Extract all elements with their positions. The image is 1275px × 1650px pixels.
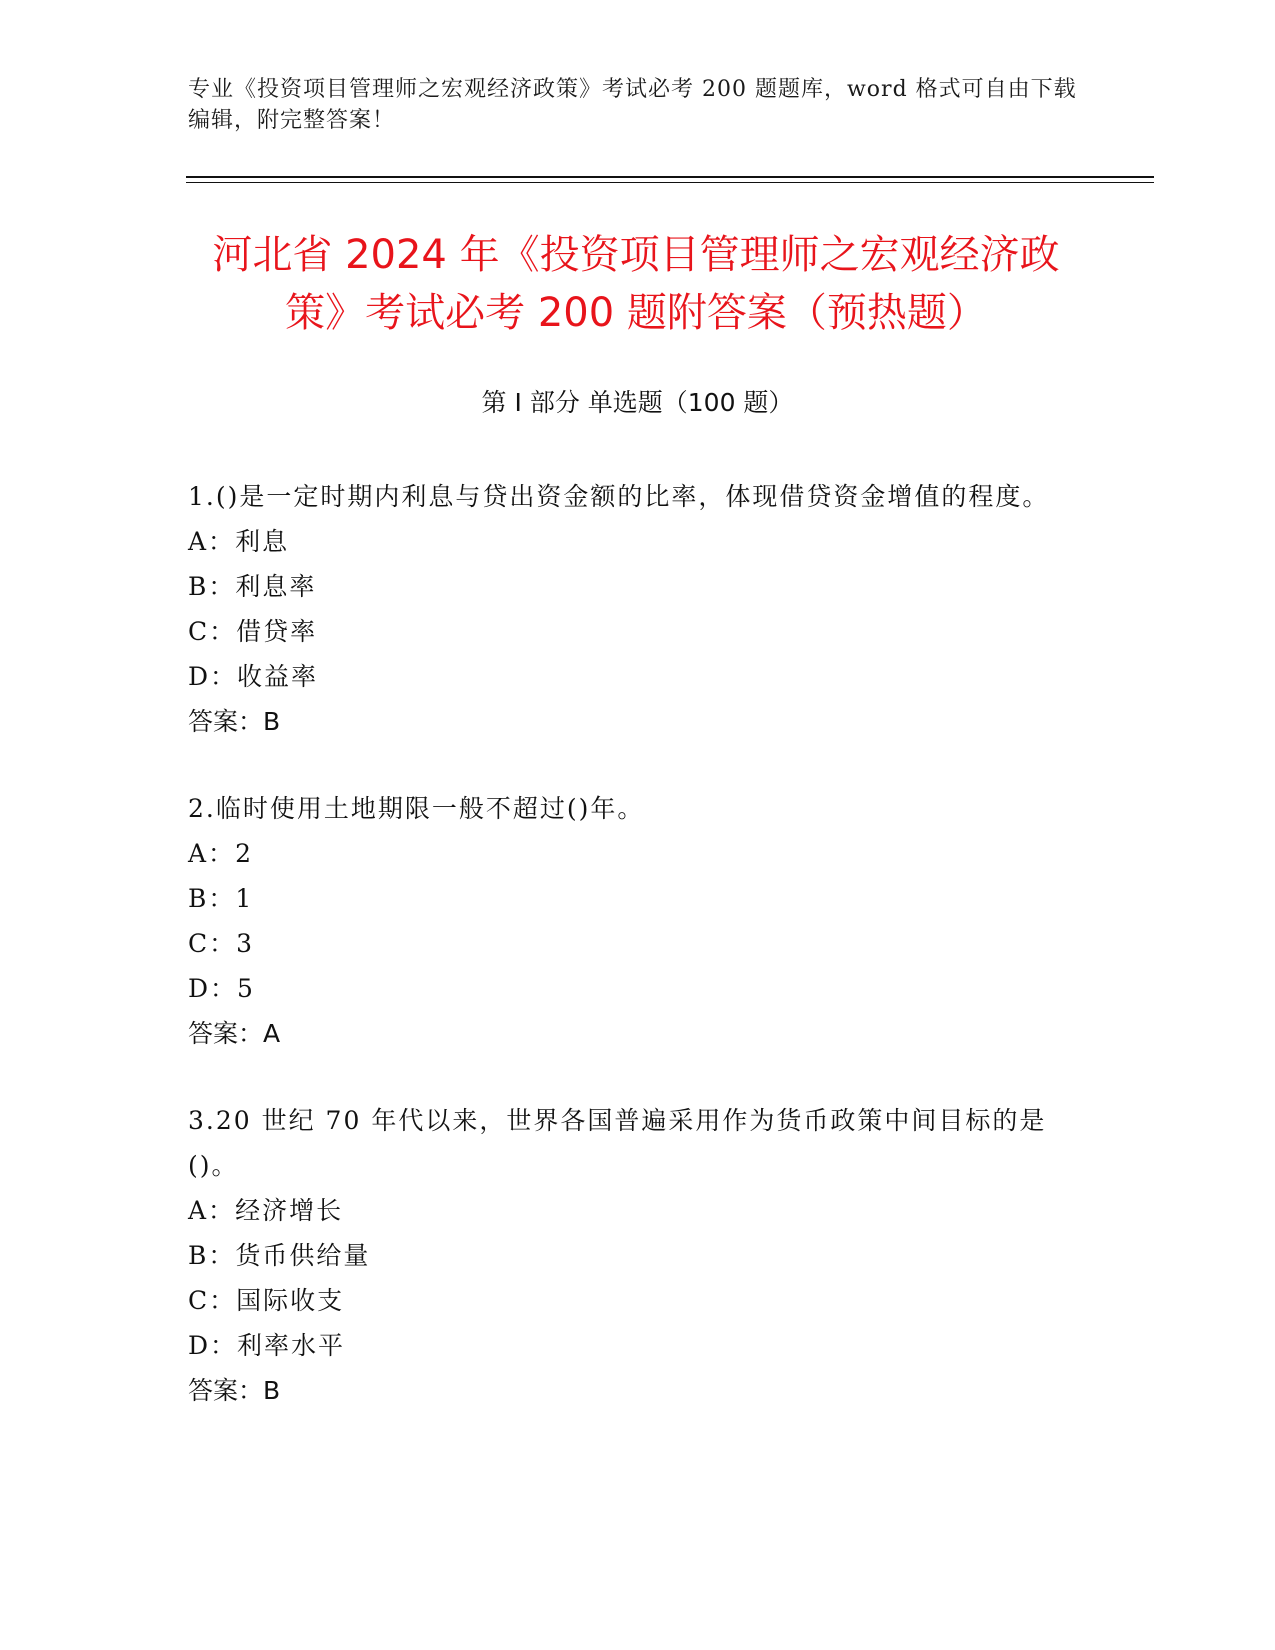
- option-c: [188, 609, 1088, 654]
- question-stem: 1.()是一定时期内利息与贷出资金额的比率，体现借贷资金增值的程度。: [188, 482, 1050, 511]
- option-text: 3: [236, 929, 255, 958]
- option-a: [188, 1188, 1088, 1233]
- option-b: [188, 564, 1088, 609]
- option-label: A：: [188, 839, 236, 868]
- header-divider-thick: [186, 176, 1154, 178]
- option-label: A：: [188, 1196, 236, 1225]
- option-d: [188, 1323, 1088, 1368]
- option-b: [188, 1233, 1088, 1278]
- question-2: [188, 786, 1088, 1056]
- question-stem: 3.20 世纪 70 年代以来，世界各国普遍采用作为货币政策中间目标的是()。: [188, 1106, 1047, 1180]
- option-label: C：: [188, 929, 237, 958]
- option-label: C：: [188, 1286, 237, 1315]
- option-text: 利率水平: [237, 1331, 346, 1360]
- question-list: [188, 474, 1088, 1455]
- option-text: 国际收支: [236, 1286, 345, 1315]
- option-label: D：: [188, 662, 238, 691]
- option-text: 收益率: [237, 662, 319, 691]
- answer-line: 答案：B: [188, 1376, 281, 1405]
- option-text: 1: [235, 884, 254, 913]
- question-1: [188, 474, 1088, 744]
- option-a: [188, 831, 1088, 876]
- option-text: 经济增长: [235, 1196, 344, 1225]
- question-stem: 2.临时使用土地期限一般不超过()年。: [188, 794, 645, 823]
- option-label: B：: [188, 572, 236, 601]
- option-text: 5: [237, 974, 255, 1003]
- document-title: 河北省 2024 年《投资项目管理师之宏观经济政策》考试必考 200 题附答案（预热题）: [212, 232, 1060, 336]
- option-label: D：: [188, 1331, 238, 1360]
- option-text: 利息: [235, 527, 290, 556]
- option-text: 2: [235, 839, 253, 868]
- option-text: 货币供给量: [235, 1241, 371, 1270]
- option-c: [188, 921, 1088, 966]
- option-text: 借贷率: [236, 617, 318, 646]
- option-label: C：: [188, 617, 237, 646]
- option-b: [188, 876, 1088, 921]
- answer-line: 答案：B: [188, 707, 281, 736]
- option-text: 利息率: [235, 572, 317, 601]
- option-d: [188, 966, 1088, 1011]
- question-3: [188, 1098, 1088, 1413]
- option-c: [188, 1278, 1088, 1323]
- option-d: [188, 654, 1088, 699]
- option-label: A：: [188, 527, 236, 556]
- option-label: D：: [188, 974, 238, 1003]
- section-heading: 第 I 部分 单选题（100 题）: [481, 388, 794, 417]
- header-note: 专业《投资项目管理师之宏观经济政策》考试必考 200 题题库，word 格式可自由下载编辑，附完整答案！: [188, 77, 1077, 133]
- option-label: B：: [188, 1241, 236, 1270]
- answer-line: 答案：A: [188, 1019, 281, 1048]
- header-divider-thin: [186, 182, 1154, 183]
- option-label: B：: [188, 884, 236, 913]
- option-a: [188, 519, 1088, 564]
